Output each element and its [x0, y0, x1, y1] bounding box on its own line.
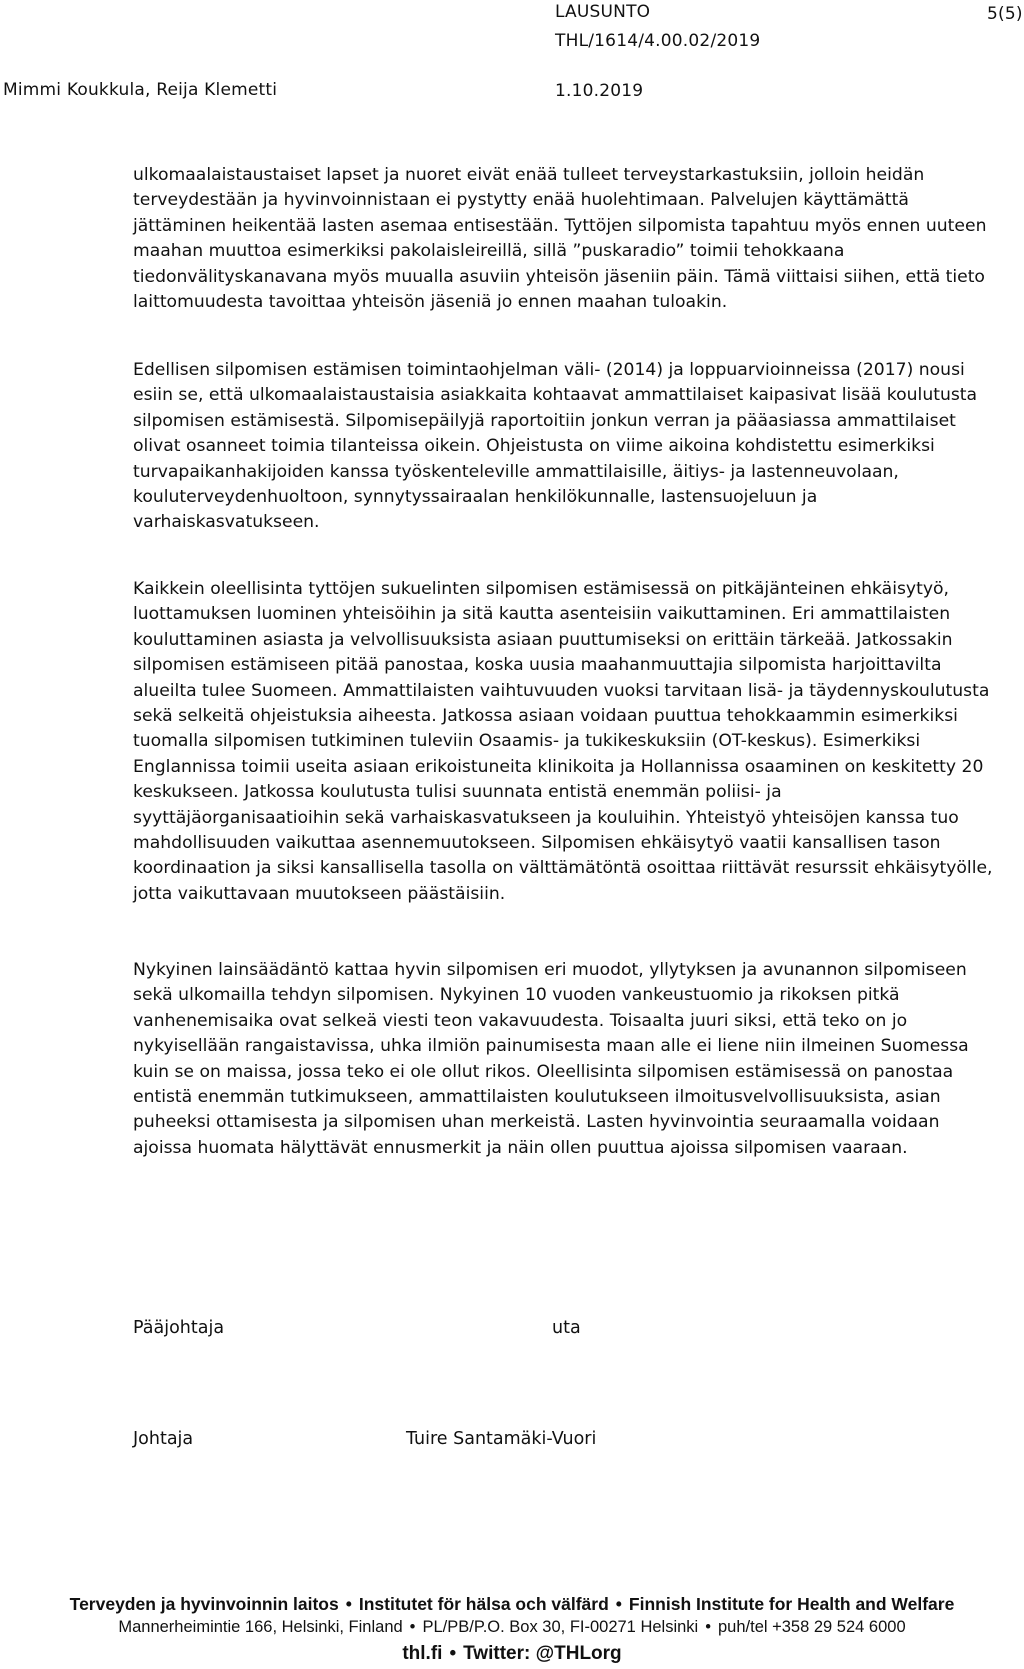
- text-line: Nykyinen lainsäädäntö kattaa hyvin silpomisen eri muodot, yllytyksen ja avunannon silpomiseen: [133, 960, 967, 980]
- org-name-fi: Terveyden ja hyvinvoinnin laitos: [69, 1594, 339, 1614]
- separator-dot: •: [705, 1618, 711, 1636]
- signature-name-1: uta: [552, 1318, 581, 1338]
- text-line: koordinaation ja siksi kansallisella tasolla on välttämätöntä osoittaa riittävät resurssit ehkäisytyölle,: [133, 858, 993, 879]
- separator-dot: •: [409, 1618, 416, 1636]
- street-address: Mannerheimintie 166, Helsinki, Finland: [118, 1618, 403, 1636]
- org-name-sv: Institutet för hälsa och välfärd: [358, 1594, 609, 1614]
- text-line: vanhenemisaika ovat selkeä viesti teon vakavuudesta. Toisaalta juuri siksi, että teko on jo: [133, 1010, 908, 1031]
- text-line: sekä selkeitä ohjeistuksia aiheesta. Jatkossa asiaan voidaan puuttua tehokkaammin esimerkiksi: [133, 706, 958, 727]
- website-link[interactable]: thl.fi: [402, 1643, 443, 1664]
- footer-contact-line: [0, 1618, 1024, 1637]
- text-line: kuin se on maissa, jossa teko ei ole ollut rikos. Oleellisinta silpomisen estämisessä on panostaa: [133, 1061, 954, 1082]
- text-line: puheeksi ottamisesta ja silpomisen uhan merkeistä. Lasten hyvinvointia seuraamalla voidaan: [133, 1112, 940, 1133]
- text-line: kouluterveydenhuoltoon, synnytyssairaalan henkilökunnalle, lastensuojeluun ja: [133, 487, 818, 508]
- twitter-handle[interactable]: Twitter: @THLorg: [463, 1643, 622, 1664]
- text-line: jättäminen heikentää lasten asemaa entisestään. Tyttöjen silpomista tapahtuu myös ennen uuteen: [133, 215, 987, 236]
- text-line: silpomisen estämisestä. Silpomisepäilyjä raportoitiin jonkun verran ja pääasiassa ammattilaiset: [133, 410, 956, 431]
- document-date: 1.10.2019: [555, 81, 644, 101]
- paragraph-1: [133, 163, 1023, 315]
- text-line: laittomuudesta tavoittaa yhteisön jäseniä jo ennen maahan tuloakin.: [133, 292, 728, 313]
- reference-number: THL/1614/4.00.02/2019: [555, 31, 761, 51]
- text-line: kouluttaminen asiasta ja velvollisuuksista asiaan puuttumiseksi on erittäin tärkeää. Jatkossakin: [133, 629, 953, 650]
- org-name-en: Finnish Institute for Health and Welfare: [628, 1594, 955, 1614]
- paragraph-4: [133, 958, 1023, 1161]
- text-line: tuomalla silpomisen tutkiminen tuleviin Osaamis- ja tukikeskuksiin (OT-keskus). Esimerkiksi: [133, 731, 921, 752]
- paragraph-3: [133, 577, 1023, 907]
- phone-number: puh/tel +358 29 524 6000: [718, 1618, 906, 1636]
- signature-name-2: Tuire Santamäki-Vuori: [406, 1429, 597, 1449]
- text-line: syyttäjäorganisaatioihin sekä varhaiskasvatukseen ja kouluihin. Yhteistyö yhteisöjen kanssa tuo: [133, 807, 959, 828]
- text-line: silpomisen estämiseen pitää panostaa, koska uusia maahanmuuttajia silpomista harjoittavilta: [133, 655, 942, 676]
- text-line: Kaikkein oleellisinta tyttöjen sukuelinten silpomisen estämisessä on pitkäjänteinen ehkäisytyö,: [133, 579, 949, 599]
- footer-organization-line: [0, 1594, 1024, 1615]
- text-line: Edellisen silpomisen estämisen toimintaohjelman väli- (2014) ja loppuarvioinneissa (2017) nousi: [133, 360, 965, 380]
- text-line: alueilta tulee Suomeen. Ammattilaisten vaihtuvuuden vuoksi tarvitaan lisä- ja täydennyskoulutusta: [133, 680, 990, 701]
- text-line: Englannissa toimii useita asiaan erikoistuneita klinikoita ja Hollannissa osaaminen on keskitetty 20: [133, 756, 984, 777]
- text-line: sekä ulkomailla tehdyn silpomisen. Nykyinen 10 vuoden vankeustuomio ja rikoksen pitkä: [133, 985, 900, 1006]
- text-line: esiin se, että ulkomaalaistaustaisia asiakkaita kohtaavat ammattilaiset kaipasivat lisää koulutusta: [133, 385, 978, 406]
- signature-role-director: Johtaja: [133, 1429, 194, 1449]
- text-line: ulkomaalaistaustaiset lapset ja nuoret eivät enää tulleet terveystarkastuksiin, jolloin heidän: [133, 165, 925, 185]
- text-line: nykyisellään rangaistavissa, uhka ilmiön painumisesta maan alle ei liene niin ilmeinen Suomessa: [133, 1036, 969, 1057]
- separator-dot: •: [615, 1594, 622, 1614]
- signature-role-director-general: Pääjohtaja: [133, 1318, 225, 1338]
- separator-dot: •: [345, 1594, 352, 1614]
- text-line: varhaiskasvatukseen.: [133, 512, 320, 533]
- text-line: entistä enemmän tutkimukseen, ammattilaisten koulutukseen ilmoitusvelvollisuuksista, asian: [133, 1087, 941, 1108]
- text-line: olivat osanneet toimia tilanteissa oikein. Ohjeistusta on viime aikoina kohdistettu esimerkiksi: [133, 436, 935, 457]
- postal-address: PL/PB/P.O. Box 30, FI-00271 Helsinki: [422, 1618, 699, 1636]
- text-line: mahdollisuuden vaikuttaa asennemuutokseen. Silpomisen ehkäisytyö vaatii kansallisen tason: [133, 833, 941, 854]
- text-line: keskukseen. Jatkossa koulutusta tulisi suunnata entistä enemmän poliisi- ja: [133, 782, 782, 803]
- text-line: ajoissa huomata hälyttävät ennusmerkit ja näin ollen puuttua ajoissa silpomisen vaaraan.: [133, 1137, 908, 1158]
- paragraph-2: [133, 358, 1023, 536]
- text-line: turvapaikanhakijoiden kanssa työskenteleville ammattilaisille, äitiys- ja lastenneuvolaan,: [133, 461, 899, 482]
- text-line: luottamuksen luominen yhteisöihin ja sitä kautta asenteisiin vaikuttaminen. Eri ammattilaisten: [133, 604, 951, 625]
- separator-dot: •: [449, 1643, 457, 1664]
- text-line: jotta vaikuttavaan muutokseen päästäisiin.: [133, 883, 506, 904]
- text-line: terveydestään ja hyvinvoinnistaan ei pystytty enää huolehtimaan. Palvelujen käyttämättä: [133, 190, 909, 211]
- authors: Mimmi Koukkula, Reija Klemetti: [3, 80, 278, 100]
- text-line: tiedonvälityskanavana myös muualla asuviin yhteisön jäseniin päin. Tämä viittaisi siihen, että tieto: [133, 266, 985, 287]
- page-number: 5(5): [987, 4, 1023, 24]
- text-line: maahan muuttoa esimerkiksi pakolaisleireillä, sillä ”puskaradio” toimii tehokkaana: [133, 241, 845, 262]
- document-type: LAUSUNTO: [555, 2, 651, 22]
- footer-web-line: [0, 1643, 1024, 1665]
